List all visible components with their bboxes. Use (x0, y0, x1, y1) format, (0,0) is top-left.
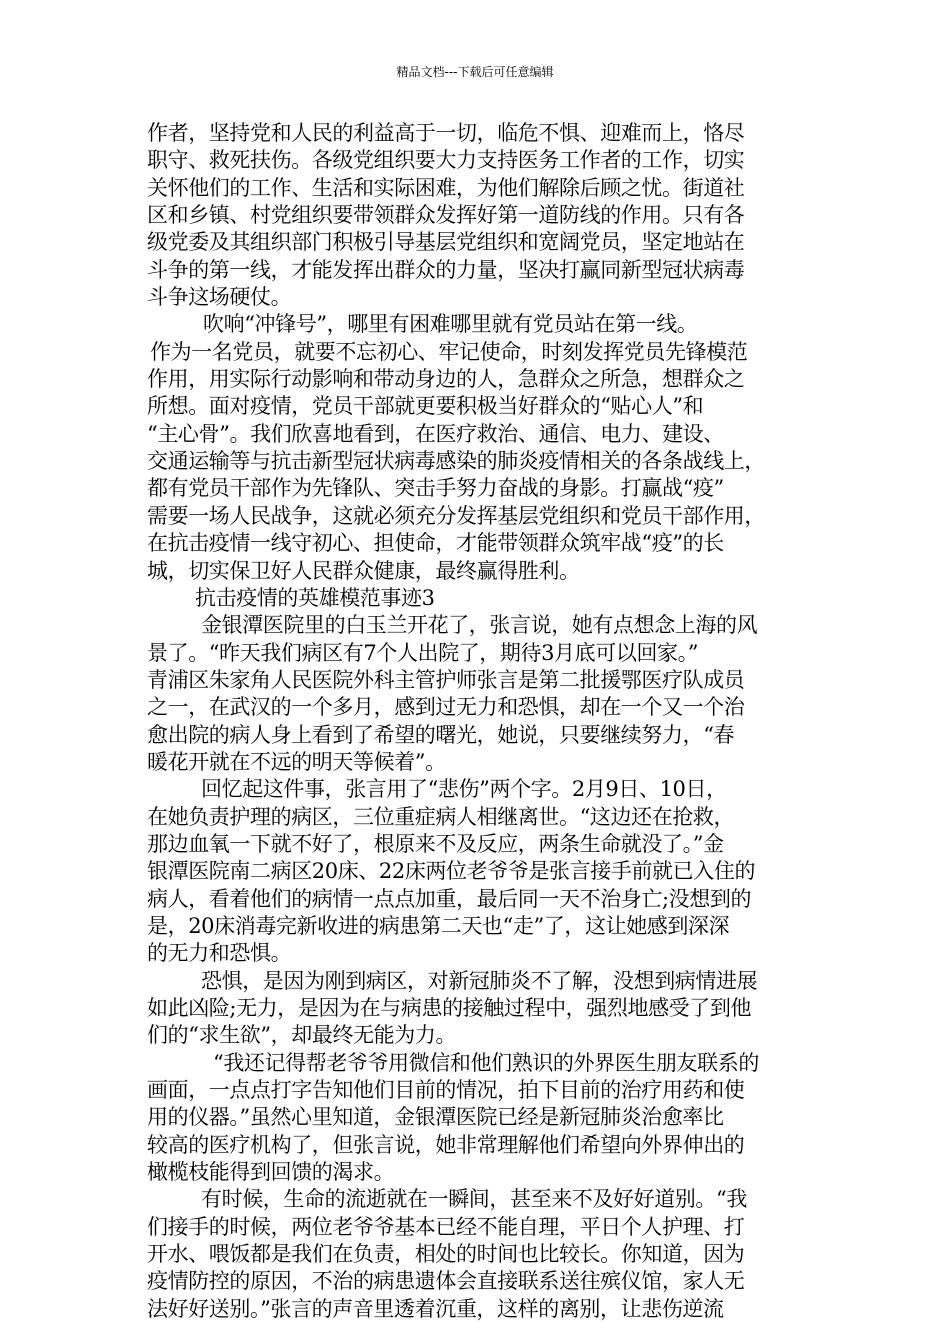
text-line: 斗争这场硬仗。 (147, 285, 292, 310)
text-line: 病人，看着他们的病情一点点加重，最后同一天不治身亡;没想到的 (147, 886, 752, 911)
text-line: 需要一场人民战争，这就必须充分发挥基层党组织和党员干部作用， (147, 503, 765, 528)
text-line: 城，切实保卫好人民群众健康，最终赢得胜利。 (147, 558, 580, 583)
text-line: 的无力和恐惧。 (147, 941, 292, 966)
text-line: 疫情防控的原因，不治的病患遗体会直接联系送往殡仪馆，家人无 (147, 1269, 745, 1294)
text-line: 银潭医院南二病区20床、22床两位老爷爷是张言接手前就已入住的 (147, 859, 756, 884)
text-line: 青浦区朱家角人民医院外科主管护师张言是第二批援鄂医疗队成员 (147, 667, 745, 692)
text-line: 暖花开就在不远的明天等候着”。 (147, 749, 446, 774)
text-line: 橄榄枝能得到回馈的渴求。 (147, 1160, 395, 1185)
text-line: 开水、喂饭都是我们在负责，相处的时间也比较长。你知道，因为 (147, 1242, 745, 1267)
text-line: 较高的医疗机构了，但张言说，她非常理解他们希望向外界伸出的 (147, 1132, 745, 1157)
text-line: 在她负责护理的病区，三位重症病人相继离世。“这边还在抢救， (147, 804, 735, 829)
text-line: 交通运输等与抗击新型冠状病毒感染的肺炎疫情相关的各条战线上， (147, 449, 765, 474)
text-line: 关怀他们的工作、生活和实际困难，为他们解除后顾之忧。街道社 (147, 175, 745, 200)
text-line: 区和乡镇、村党组织要带领群众发挥好第一道防线的作用。只有各 (147, 203, 745, 228)
text-line: 都有党员干部作为先锋队、突击手努力奋战的身影。打赢战“疫” (147, 476, 724, 501)
text-line: 有时候，生命的流逝就在一瞬间，甚至来不及好好道别。“我 (201, 1187, 747, 1212)
section-title: 抗击疫情的英雄模范事迹3 (195, 585, 435, 610)
text-line: 作为一名党员，就要不忘初心、牢记使命，时刻发挥党员先锋模范 (150, 339, 748, 364)
text-line: 斗争的第一线，才能发挥出群众的力量，坚决打赢同新型冠状病毒 (147, 257, 745, 282)
text-line: 回忆起这件事，张言用了“悲伤”两个字。2月9日、10日， (201, 777, 727, 802)
text-line: 所想。面对疫情，党员干部就更要积极当好群众的“贴心人”和 (147, 394, 704, 419)
text-line: 那边血氧一下就不好了，根原来不及反应，两条生命就没了。”金 (147, 831, 724, 856)
text-line: 们的“求生欲”，却最终无能为力。 (147, 1023, 457, 1048)
text-line: 用的仪器。”虽然心里知道，金银潭医院已经是新冠肺炎治愈率比 (147, 1105, 724, 1130)
text-line: 级党委及其组织部门积极引导基层党组织和宽阔党员，坚定地站在 (147, 230, 745, 255)
text-line: 景了。“昨天我们病区有7个人出院了，期待3月底可以回家。” (147, 640, 699, 665)
text-line: 之一，在武汉的一个多月，感到过无力和恐惧，却在一个又一个治 (147, 695, 745, 720)
text-line: “主心骨”。我们欣喜地看到，在医疗救治、通信、电力、建设、 (147, 421, 724, 446)
text-line: 作者，坚持党和人民的利益高于一切，临危不惧、迎难而上，恪尽 (147, 121, 745, 145)
text-line: 在抗击疫情一线守初心、担使命，才能带领群众筑牢战“疫”的长 (147, 531, 724, 556)
text-line: 作用，用实际行动影响和带动身边的人，急群众之所急，想群众之 (147, 367, 745, 392)
paragraph-heading: 吹响“冲锋号”，哪里有困难哪里就有党员站在第一线。 (203, 312, 698, 337)
document-body (147, 120, 819, 1323)
text-line: 职守、救死扶伤。各级党组织要大力支持医务工作者的工作，切实 (147, 148, 745, 173)
page-header: 精品文档---下载后可任意编辑 (396, 65, 554, 79)
text-line: 们接手的时候，两位老爷爷基本已经不能自理，平日个人护理、打 (147, 1214, 745, 1239)
text-line: 如此凶险;无力，是因为在与病患的接触过程中，强烈地感受了到他 (147, 996, 752, 1020)
text-line: “我还记得帮老爷爷用微信和他们熟识的外界医生朋友联系的 (213, 1050, 759, 1075)
text-line: 恐惧，是因为刚到病区，对新冠肺炎不了解，没想到病情进展 (201, 968, 758, 993)
text-line: 金银潭医院里的白玉兰开花了，张言说，她有点想念上海的风 (201, 613, 758, 638)
text-line: 愈出院的病人身上看到了希望的曙光，她说，只要继续努力，“春 (147, 722, 735, 747)
text-line: 法好好送别。”张言的声音里透着沉重，这样的离别，让悲伤逆流 (147, 1296, 724, 1321)
text-line: 是，20床消毒完新收进的病患第二天也“走”了，这让她感到深深 (147, 913, 730, 938)
text-line: 画面，一点点打字告知他们目前的情况，拍下目前的治疗用药和使 (147, 1078, 745, 1103)
